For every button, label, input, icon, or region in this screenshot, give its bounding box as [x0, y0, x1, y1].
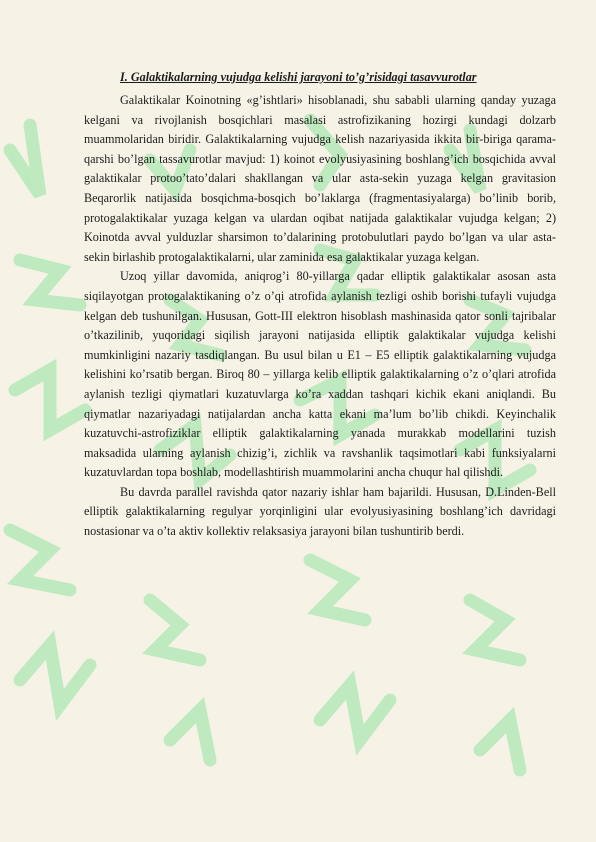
- watermark-stroke: [170, 710, 210, 760]
- watermark-stroke: [150, 600, 200, 660]
- watermark-stroke: [20, 260, 80, 305]
- watermark-stroke: [310, 560, 365, 620]
- watermark-stroke: [10, 530, 70, 590]
- document-body: [84, 68, 556, 542]
- watermark-stroke: [20, 645, 90, 705]
- watermark-stroke: [480, 720, 520, 770]
- watermark-stroke: [320, 685, 390, 740]
- watermark-stroke: [15, 370, 85, 430]
- watermark-stroke: [470, 600, 520, 660]
- watermark-stroke: [10, 125, 40, 195]
- paragraph-2: Uzoq yillar davomida, aniqrog’i 80-yillarga qadar elliptik galaktikalar asosan asta siqilayotgan protogalaktikaning o’z o’qi atrofida aylanish tezligi oshib borishi tufayli vujudga kelgan deb tushunilgan. Hususan, Gott-III elektron hisoblash mashinasida qator sonli tajribalar o’tkazilinib, yuqoridagi siqilish jarayoni natijasida elliptik galaktikalar vujudga kelishi mumkinligini nazariy tasdiqlangan. Bu usul bilan u E1 – E5 elliptik galaktikalarning vujudga kelishini ko’rsatib bergan. Biroq 80 – yillarga kelib elliptik galaktikalarning o’z o’qlari atrofida aylanish tezligi qiymatlari kuzatuvlarga ko’ra xaddan tashqari kichik ekani aniqlandi. Bu qiymatlar nazariyadagi natijalardan ancha katta ekani ma’lum bo’lib chikdi. Keyinchalik kuzatuvchi-astrofiziklar elliptik galaktikalarning yanada murakkab modellarini tuzish maksadida ularning aylanish chizig’i, zichlik va ravshanlik taqsimotlari kabi funksiyalarni kuzatuvlardan topa boshlab, modellashtirish muammolarini ancha chuqur hal qilishdi.: [84, 269, 556, 480]
- paragraph-1: Galaktikalar Koinotning «g’ishtlari» hisoblanadi, shu sababli ularning qanday yuzaga kelgani va rivojlanish bosqichlari masalasi astrofizikaning hozirgi kundagi dolzarb muammolaridan biridir. Galaktikalarning vujudga kelish nazariyasida ikkita bir-biriga qarama-qarshi bo’lgan tassavurotlar mavjud: 1) koinot evolyusiyasining boshlang’ich bosqichida avval galaktikalar protoo’tato’dalari shakllangan va ular asta-sekin yuzaga kelgan gravitasion Beqarorlik natijasida bosqichma-bosqich bo’laklarga (fragmentasiyalarga) bo’linib borib, protogalaktikalar yuzaga kelgan va ulardan oqibat natijada galaktikalar vujudga kelgan; 2) Koinotda avval yulduzlar sharsimon to’dalarining protobulutlari paydo bo’lgan va ular asta-sekin birlashib protogalaktikalarni, ular zaminida esa galaktikalar yuzaga kelgan.: [84, 93, 556, 264]
- paragraph-3: Bu davrda parallel ravishda qator nazariy ishlar ham bajarildi. Hususan, D.Linden-Bell elliptik galaktikalarning regulyar yorqinligini ular evolyusiyasining boshlang’ich davridagi nostasionar va o’ta aktiv kollektiv relaksasiya jarayoni bilan tushuntirib berdi.: [84, 484, 556, 539]
- section-heading: I. Galaktikalarning vujudga kelishi jarayoni to’g’risidagi tasavvurotlar: [120, 70, 477, 84]
